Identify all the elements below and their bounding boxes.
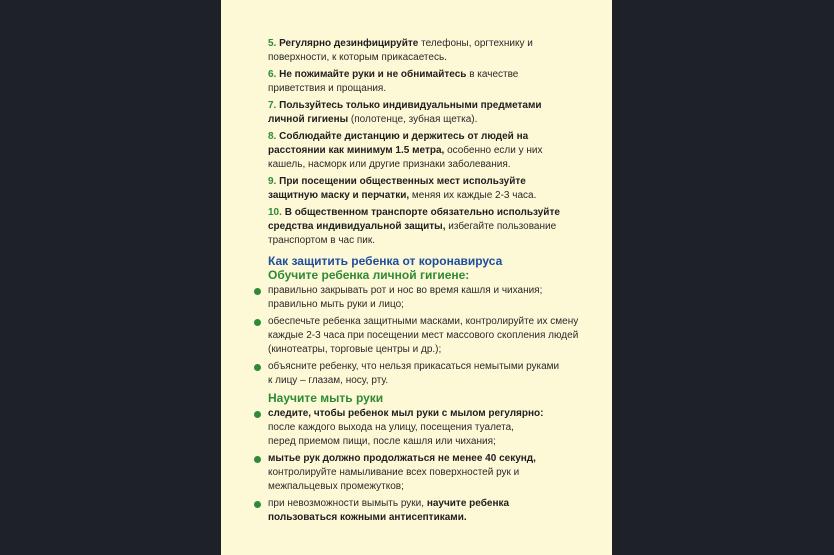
rule-item-6	[268, 68, 598, 96]
bullet-dot-icon	[254, 501, 261, 508]
list-item	[268, 360, 598, 388]
bullet-dot-icon	[254, 364, 261, 371]
rule-bold: При посещении общественных мест используйте	[279, 176, 526, 187]
bullet-text: обеспечьте ребенка защитными масками, контролируйте их смену	[268, 316, 579, 327]
rule-bold: Не пожимайте руки и не обнимайтесь	[279, 69, 467, 80]
rule-number: 5.	[268, 38, 277, 49]
rule-text: приветствия и прощания.	[268, 83, 387, 94]
bullet-text: правильно мыть руки и лицо;	[268, 299, 404, 310]
rule-bold: защитную маску и перчатки,	[268, 190, 410, 201]
list-item	[268, 315, 598, 357]
bullet-text: контролируйте намыливание всех поверхностей рук и	[268, 467, 520, 478]
bullet-bold: научите ребенка	[426, 498, 510, 509]
rule-text: телефоны, оргтехнику и	[418, 38, 533, 49]
bullet-text: к лицу – глазам, носу, рту.	[268, 375, 389, 386]
document-page	[221, 0, 612, 555]
bullet-text: каждые 2-3 часа при посещении мест массового скопления людей	[268, 330, 579, 341]
bullet-bold: пользоваться кожными антисептиками.	[268, 512, 467, 523]
rule-text: поверхности, к которым прикасаетесь.	[268, 52, 447, 63]
rule-bold: В общественном транспорте обязательно используйте	[284, 207, 560, 218]
list-item	[268, 407, 598, 449]
bullet-dot-icon	[254, 456, 261, 463]
rule-bold: Регулярно дезинфицируйте	[279, 38, 419, 49]
bullet-text: после каждого выхода на улицу, посещения туалета,	[268, 422, 514, 433]
list-item	[268, 284, 598, 312]
child-protection-heading: Как защитить ребенка от коронавируса	[268, 254, 503, 268]
rule-text: особенно если у них	[444, 145, 543, 156]
rule-item-5	[268, 37, 598, 65]
bullet-text: перед приемом пищи, после кашля или чихания;	[268, 436, 496, 447]
bullet-dot-icon	[254, 411, 261, 418]
rule-number: 8.	[268, 131, 277, 142]
rule-number: 9.	[268, 176, 277, 187]
child-hygiene-subheading: Обучите ребенка личной гигиене:	[268, 268, 470, 282]
rule-bold: Соблюдайте дистанцию и держитесь от людей на	[279, 131, 529, 142]
rule-item-7	[268, 99, 598, 127]
rule-text: в качестве	[466, 69, 519, 80]
rule-text: избегайте пользование	[445, 221, 557, 232]
hand-washing-heading: Научите мыть руки	[268, 391, 384, 405]
bullet-dot-icon	[254, 288, 261, 295]
rule-bold: расстоянии как минимум 1.5 метра,	[268, 145, 445, 156]
rule-item-10	[268, 206, 598, 248]
list-item	[268, 452, 598, 494]
rule-bold: личной гигиены	[268, 114, 349, 125]
rule-text: транспортом в час пик.	[268, 235, 376, 246]
rule-number: 7.	[268, 100, 277, 111]
bullet-text: межпальцевых промежутков;	[268, 481, 404, 492]
bullet-bold: мытье рук должно продолжаться не менее 40 секунд,	[268, 453, 536, 464]
rule-bold: средства индивидуальной защиты,	[268, 221, 446, 232]
rule-item-9	[268, 175, 598, 203]
content	[268, 37, 598, 528]
rule-text: меняя их каждые 2-3 часа.	[409, 190, 537, 201]
rule-number: 6.	[268, 69, 277, 80]
bullet-text: при невозможности вымыть руки,	[268, 498, 427, 509]
rule-text: кашель, насморк или другие признаки заболевания.	[268, 159, 511, 170]
list-item	[268, 497, 598, 525]
bullet-bold: следите, чтобы ребенок мыл руки с мылом регулярно:	[268, 408, 544, 419]
rule-bold: Пользуйтесь только индивидуальными предметами	[279, 100, 542, 111]
rule-number: 10.	[268, 207, 282, 218]
rule-item-8	[268, 130, 598, 172]
bullet-text: объясните ребенку, что нельзя прикасаться немытыми руками	[268, 361, 560, 372]
bullet-dot-icon	[254, 319, 261, 326]
bullet-text: (кинотеатры, торговые центры и др.);	[268, 344, 442, 355]
bullet-text: правильно закрывать рот и нос во время кашля и чихания;	[268, 285, 543, 296]
rule-text: (полотенце, зубная щетка).	[348, 114, 478, 125]
